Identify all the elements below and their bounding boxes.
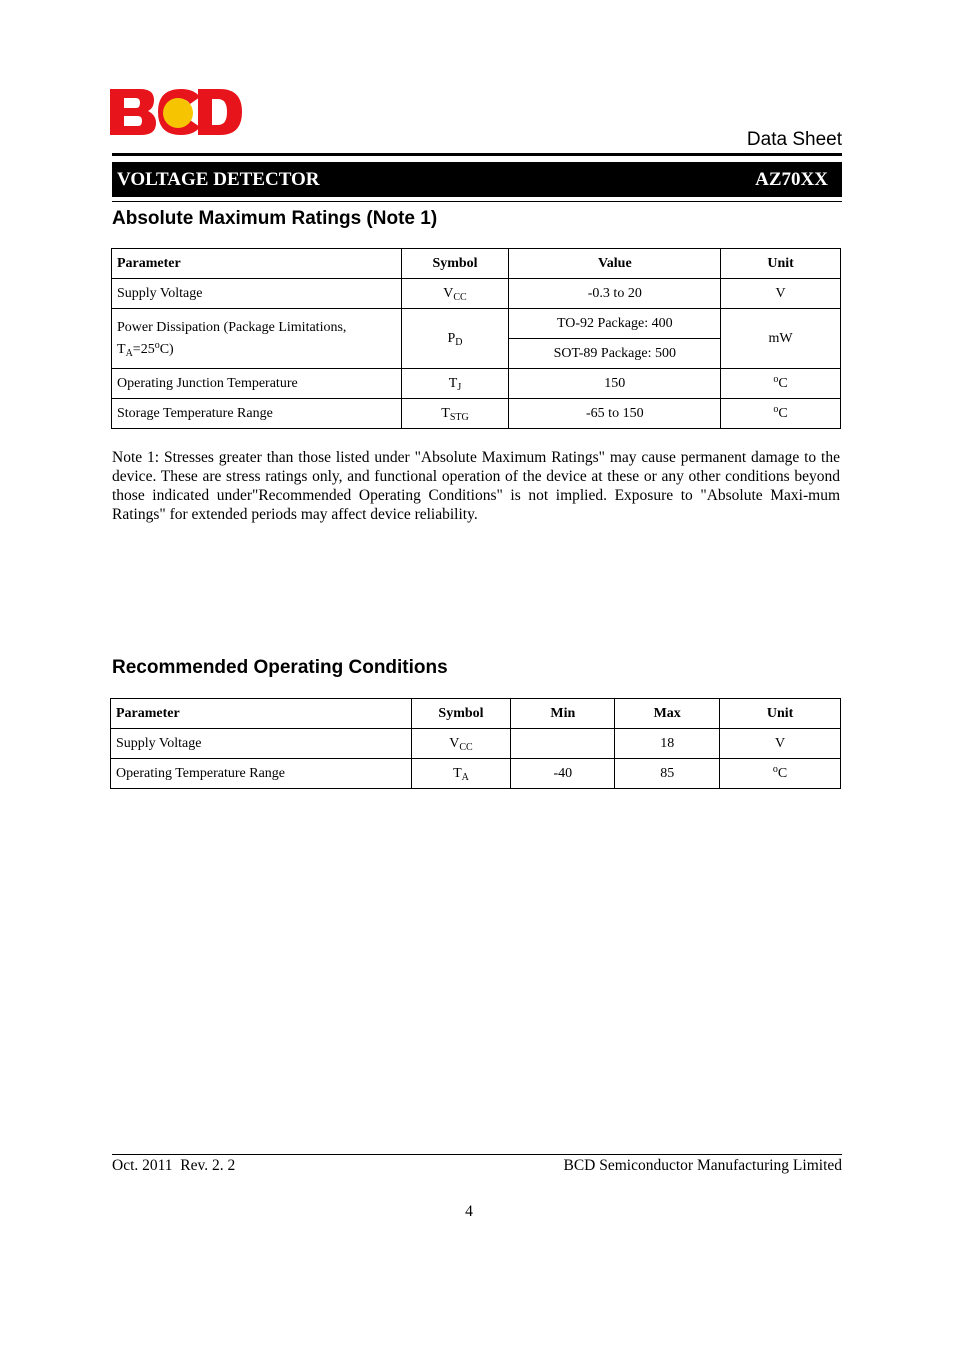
table-header-row <box>111 699 841 729</box>
header-parameter: Parameter <box>111 699 412 729</box>
header-unit: Unit <box>720 699 841 729</box>
abs-max-title: Absolute Maximum Ratings (Note 1) <box>112 208 438 229</box>
parameter-cell: Operating Junction Temperature <box>112 369 402 399</box>
value-cell: SOT-89 Package: 500 <box>509 339 721 369</box>
page-number: 4 <box>465 1203 473 1220</box>
symbol-cell: $P_D$ <box>401 309 509 369</box>
table-row <box>112 369 841 399</box>
rec-op-title: Recommended Operating Conditions <box>112 657 448 678</box>
header-rule <box>112 153 842 156</box>
abs-max-table <box>111 248 841 429</box>
product-category: VOLTAGE DETECTOR <box>117 168 320 190</box>
table-row <box>111 759 841 789</box>
min-cell <box>511 729 615 759</box>
unit-cell: $^o$C <box>720 759 841 789</box>
table-row <box>111 729 841 759</box>
value-cell: -65 to 150 <box>509 399 721 429</box>
part-number: AZ70XX <box>755 168 828 190</box>
header-parameter: Parameter <box>112 249 402 279</box>
table-header-row <box>112 249 841 279</box>
unit-cell: $^o$C <box>721 369 841 399</box>
footer-company: BCD Semiconductor Manufacturing Limited <box>563 1157 842 1174</box>
unit-cell: mW <box>721 309 841 369</box>
header-value: Value <box>509 249 721 279</box>
unit-cell: $^o$C <box>721 399 841 429</box>
header-max: Max <box>615 699 720 729</box>
document-type: Data Sheet <box>746 129 842 150</box>
table-row <box>112 279 841 309</box>
symbol-cell: $T_{STG}$ <box>401 399 509 429</box>
table-row <box>112 309 841 339</box>
header-symbol: Symbol <box>401 249 509 279</box>
parameter-cell: Power Dissipation (Package Limitations, $T_A=25^oC$) <box>112 309 402 369</box>
footer-rule <box>112 1154 842 1155</box>
unit-cell: V <box>720 729 841 759</box>
min-cell: -40 <box>511 759 615 789</box>
symbol-cell: $T_A$ <box>411 759 511 789</box>
header-thin-rule <box>112 201 842 202</box>
symbol-cell: $V_{CC}$ <box>401 279 509 309</box>
symbol-cell: $T_J$ <box>401 369 509 399</box>
value-cell: -0.3 to 20 <box>509 279 721 309</box>
rec-op-table <box>110 698 841 789</box>
note-1: Note 1: Stresses greater than those listed under "Absolute Maximum Ratings" may cause permanent damage to the device. These are stress ratings only, and functional operation of the device at these or any other conditions beyond those indicated under"Recommended Operating Conditions" is not implied. Exposure to "Absolute Maxi-mum Ratings" for extended periods may affect device reliability. <box>112 449 840 523</box>
footer-date-revision: Oct. 2011 Rev. 2. 2 <box>112 1157 236 1174</box>
bcd-logo <box>110 89 242 135</box>
header-unit: Unit <box>721 249 841 279</box>
value-cell: TO-92 Package: 400 <box>509 309 721 339</box>
header-symbol: Symbol <box>411 699 511 729</box>
symbol-cell: $V_{CC}$ <box>411 729 511 759</box>
parameter-cell: Storage Temperature Range <box>112 399 402 429</box>
value-cell: 150 <box>509 369 721 399</box>
parameter-cell: Supply Voltage <box>112 279 402 309</box>
parameter-cell: Operating Temperature Range <box>111 759 412 789</box>
title-bar <box>112 162 842 197</box>
table-row <box>112 399 841 429</box>
parameter-cell: Supply Voltage <box>111 729 412 759</box>
unit-cell: V <box>721 279 841 309</box>
header-min: Min <box>511 699 615 729</box>
max-cell: 85 <box>615 759 720 789</box>
max-cell: 18 <box>615 729 720 759</box>
